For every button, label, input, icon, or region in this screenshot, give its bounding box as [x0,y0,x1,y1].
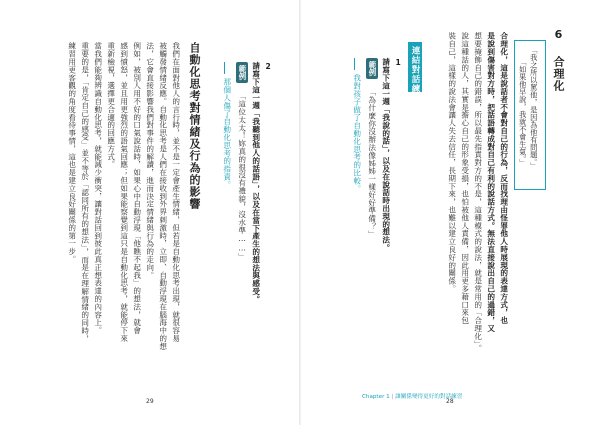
exercise-2-prompt: 請寫下這一週「我聽到他人的話語」，以及在當下產生的想法與感受。 [251,62,261,304]
page-number: 28 [446,398,454,405]
footer-chapter: Chapter 1 [362,394,390,400]
exercise-1-example: 「為什麼你沒辦法像姊姊一樣好好準備？」 [367,88,377,239]
body-line: 例如，被別人用不好的口氣說話時，如果心中自動浮現「他瞧不起我」的想法，就會 [132,42,142,335]
body-line: 感到憤怒，並且用更強烈的語氣回應；但如果能察覺到這只是自動化思考，就能停下來 [119,42,129,343]
section-heading-automatic-thoughts: 自動化思考對情緒及行為的影響 [188,42,201,210]
exercise-1-note-marker [354,58,355,70]
exercise-2-example: 「這位太太！妳真的很沒有禮貌，沒水準……」 [237,92,247,261]
body-line: 我們在面對他人的言行時，並不是一定會產生情緒，但若是自動化思考出現，就很容易 [171,42,181,343]
body-line: 被觸發情緒反應。自動化思考是人們在接收到外界刺激時，立即、自動浮現在腦海中的想 [158,42,168,351]
body-line: 重要的是，「肯定自己的感受」並不等於「認同所有的想法」，而是在理解情緒的同時， [80,42,90,343]
exercise-1-note: 我對孩子做了自動化思考的比較。 [352,74,362,193]
body-line: 當我們能夠辨識自動化思考，就能減少衝突，讓對話回到彼此真正想表達的內容上。 [93,42,103,335]
exercise-1-number: 1 [393,58,403,68]
exercise-2-example-chip: 範例 [236,62,248,83]
running-footer: Chapter 1 | 讓關係變得更好的對話練習 [362,394,463,400]
epigraph-line: 「我之所以罵他，是因為他有問題。」 [529,46,539,170]
body-line: 重新檢視，選擇更合適的回應方式。 [106,42,116,169]
right-page [300,0,600,425]
exercise-1-prompt: 請寫下這一週「我說的話」，以及在說話時出現的想法。 [381,58,391,252]
dialogue-practice-label: 連結對話練習 [408,42,422,92]
body-line: 法，它會直接影響我們對事件的解讀，進而決定情緒與行為的走向。 [145,42,155,279]
exercise-2-note-marker [224,62,225,74]
body-line: 裝自己，這樣的說法會讓人失去信任，長期下來，也難以建立良好的關係。 [447,32,457,293]
epigraph-line: 「如果他早說，我就不會生氣。」 [518,58,528,167]
body-line: 合理化，這是說話者不會對自己的行為，反而找理由怪罪他人時展現的表達方式，也 [499,32,509,325]
page-number: 29 [146,398,154,405]
body-line: 是說到傷害對方時，把話語轉成對自己有利的說話方式。無法直接說出自己的過錯，又 [486,32,496,333]
footer-title: 讓關係變得更好的對話練習 [395,394,463,400]
body-line: 練習用更客觀的角度看待事情，這也是建立良好關係的第一步。 [67,42,77,264]
section-heading-rationalization: 6 合理化 [552,28,565,92]
exercise-1-example-chip: 範例 [366,58,378,79]
exercise-2-number: 2 [263,62,273,72]
body-line: 說這種話的人，其實是擔心自己的形象受損，也怕被他人責備，因此用更多藉口來包 [460,32,470,325]
exercise-2-note: 那個人傷了自動化思考的指責。 [222,78,232,189]
body-line: 想要掩飾自己的錯誤，所以最先指責對方的不是，這種模式的說法，就是常用的「合理化」。 [473,32,483,353]
